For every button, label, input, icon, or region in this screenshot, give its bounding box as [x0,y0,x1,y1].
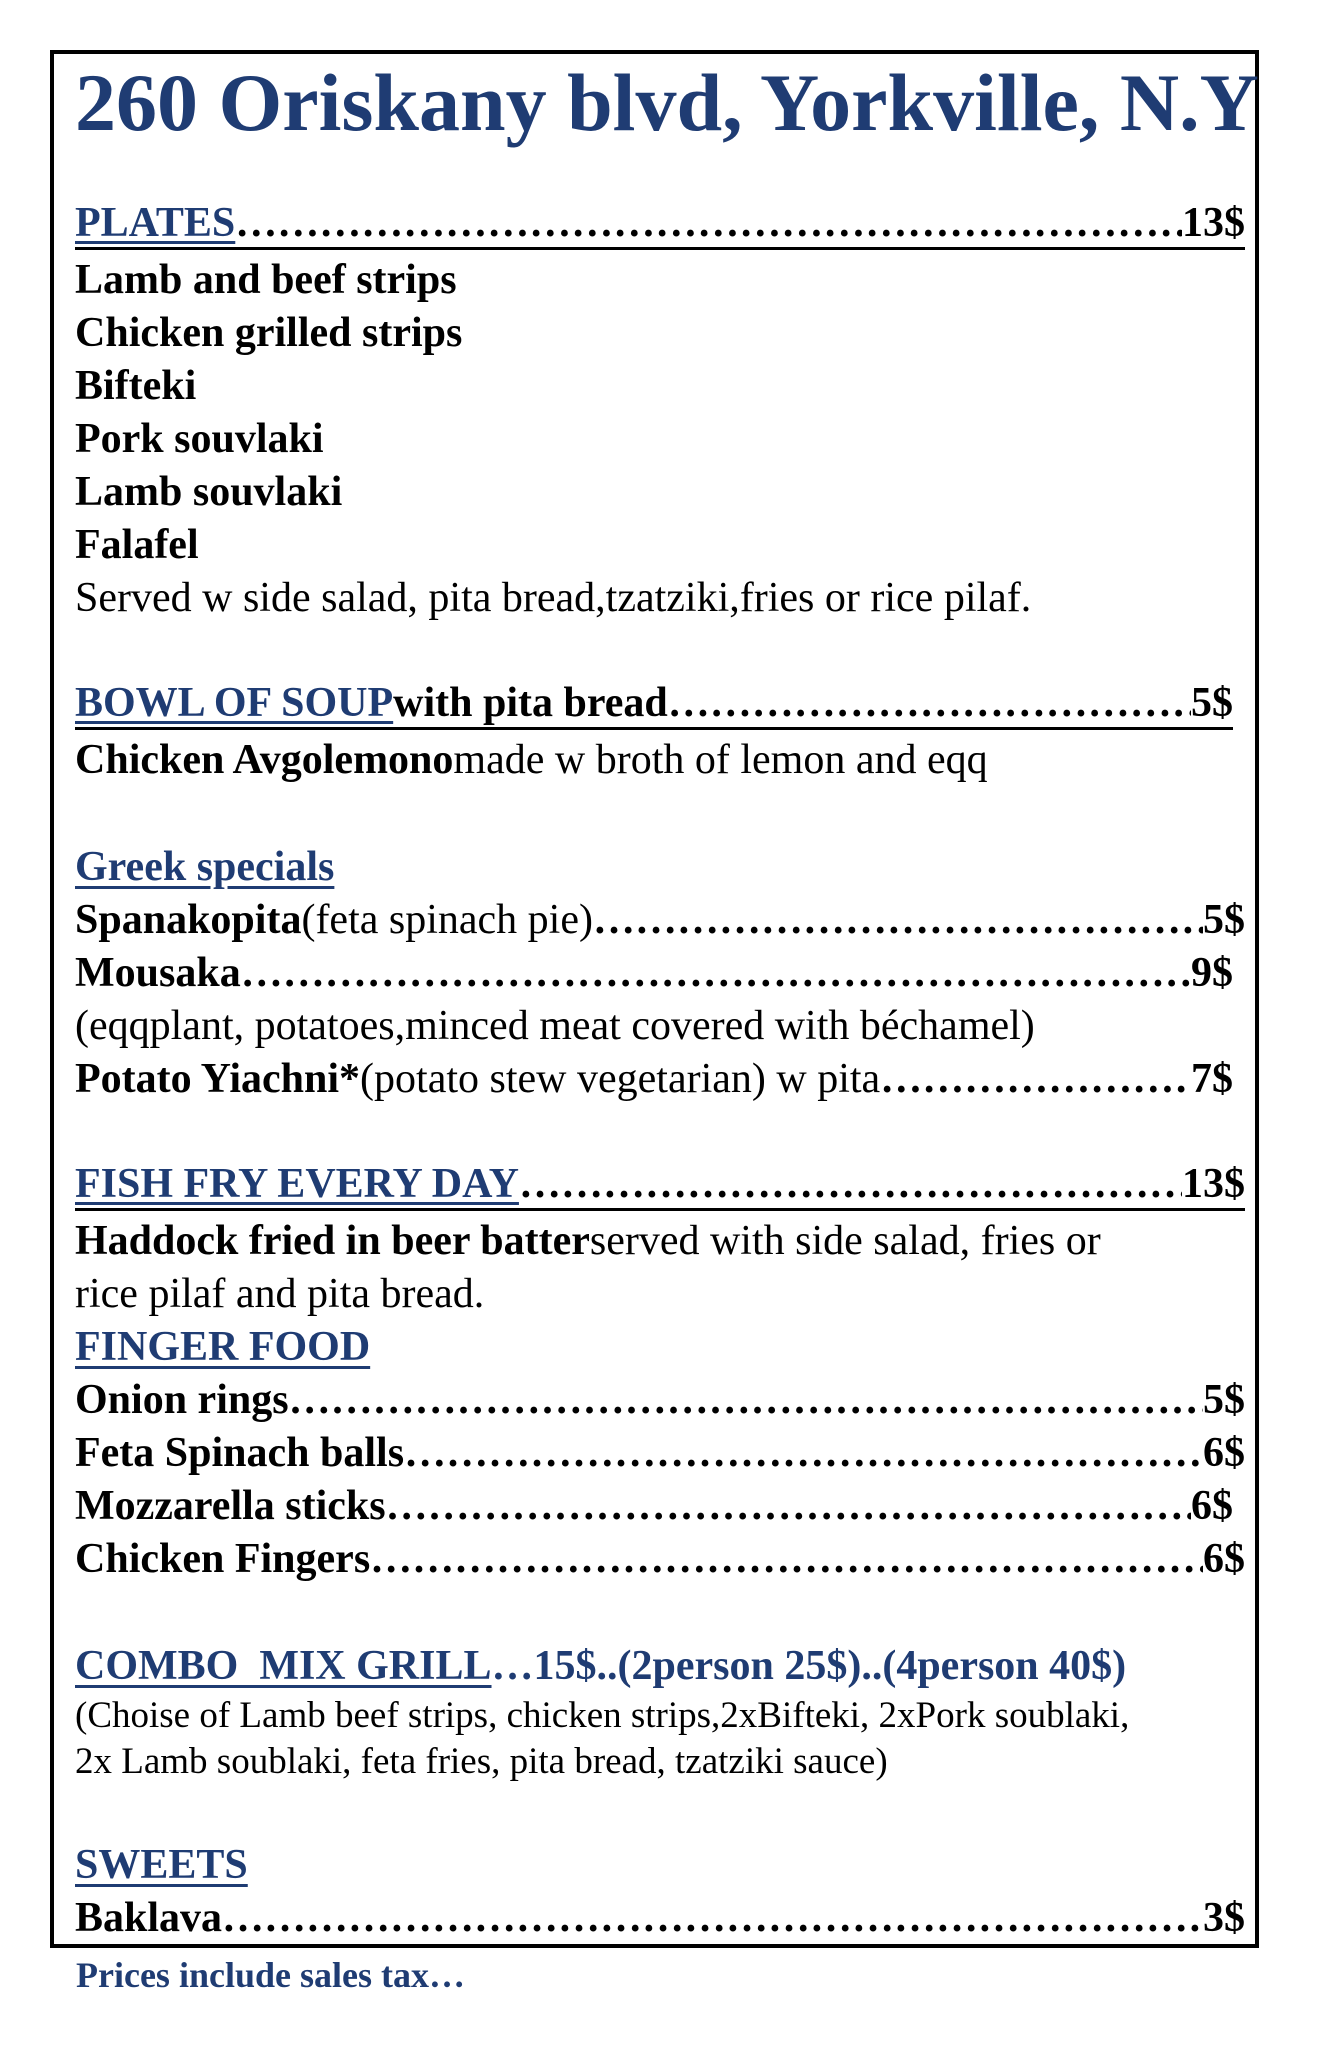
leader [222,1892,1203,1945]
greek-heading: Greek specials [75,844,335,890]
combo-heading: COMBO MIX GRILL [75,1643,492,1689]
finger-item [75,1374,1245,1427]
leader [593,894,1203,947]
mousaka-desc: (eqqplant, potatoes,minced meat covered with béchamel) [75,1003,1035,1049]
spanakopita-price: 5$ [1203,897,1245,943]
leader [289,1374,1203,1427]
mousaka-name: Mousaka [75,950,241,996]
finger-item-price: 6$ [1203,1430,1245,1476]
finger-item-price: 6$ [1203,1536,1245,1582]
plates-heading: PLATES [75,200,236,246]
fish-price: 13$ [1182,1161,1245,1207]
plates-item: Falafel [75,522,199,568]
greek-mousaka-row [75,947,1233,1000]
fish-item [75,1215,1245,1268]
finger-item [75,1480,1233,1533]
finger-item [75,1427,1245,1480]
mousaka-price: 9$ [1191,950,1233,996]
leader [404,1427,1203,1480]
finger-heading: FINGER FOOD [75,1324,371,1370]
soup-item-name: Chicken Avgolemono [75,737,454,783]
greek-spanakopita-row [75,894,1245,947]
plates-item: Lamb and beef strips [75,257,457,303]
soup-heading: BOWL OF SOUP [75,680,394,726]
finger-item-name: Onion rings [75,1377,289,1423]
potato-desc: (potato stew vegetarian) w pita [360,1056,881,1102]
leader [386,1480,1191,1533]
leader [370,1533,1203,1586]
leader [241,947,1191,1000]
soup-item-desc: made w broth of lemon and eqq [453,737,988,783]
greek-potato-row [75,1053,1233,1106]
sweets-header [75,1839,1245,1892]
fish-header [75,1160,1245,1211]
menu-content [75,55,1259,1945]
fish-item-desc-2: rice pilaf and pita bread. [75,1271,485,1317]
fish-leader [519,1160,1182,1208]
sweets-item-name: Baklava [75,1895,223,1941]
tax-note: Prices include sales tax… [76,1955,465,1995]
fish-item-name: Haddock fried in beer batter [75,1218,590,1264]
finger-item-name: Mozzarella sticks [75,1483,386,1529]
combo-desc-2: 2x Lamb soublaki, feta fries, pita bread, tzatziki sauce) [75,1741,888,1782]
plates-leader [235,199,1182,247]
finger-item-price: 5$ [1203,1377,1245,1423]
restaurant-address: 260 Oriskany blvd, Yorkville, N.Y [75,57,1259,148]
plates-note: Served w side salad, pita bread,tzatziki,fries or rice pilaf. [75,575,1032,621]
plates-price: 13$ [1182,200,1245,246]
fish-heading: FISH FRY EVERY DAY [75,1161,519,1207]
plates-item: Chicken grilled strips [75,310,463,356]
finger-header [75,1321,1245,1374]
potato-name: Potato Yiachni* [75,1056,361,1102]
combo-header [75,1640,1245,1693]
soup-leader [668,679,1191,727]
fish-item-desc: served with side salad, fries or [589,1218,1101,1264]
soup-header [75,679,1233,730]
finger-item-name: Feta Spinach balls [75,1430,405,1476]
sweets-item [75,1892,1245,1945]
soup-heading-extra: with pita bread [393,680,668,726]
sweets-item-price: 3$ [1203,1895,1245,1941]
potato-price: 7$ [1191,1056,1233,1102]
plates-item: Lamb souvlaki [75,469,343,515]
soup-price: 5$ [1191,680,1233,726]
combo-desc-1: (Choise of Lamb beef strips, chicken strips,2xBifteki, 2xPork soublaki, [75,1695,1130,1736]
finger-item-name: Chicken Fingers [75,1536,371,1582]
sweets-heading: SWEETS [75,1842,248,1888]
finger-item [75,1533,1245,1586]
plates-item: Pork souvlaki [75,416,324,462]
soup-item [75,734,1245,787]
finger-item-price: 6$ [1191,1483,1233,1529]
spanakopita-name: Spanakopita [75,897,302,943]
plates-item: Bifteki [75,363,197,409]
greek-header [75,841,1245,894]
leader [880,1053,1191,1106]
spanakopita-desc: (feta spinach pie) [301,897,593,943]
plates-header [75,199,1245,250]
combo-prices: …15$..(2person 25$)..(4person 40$) [491,1643,1127,1689]
